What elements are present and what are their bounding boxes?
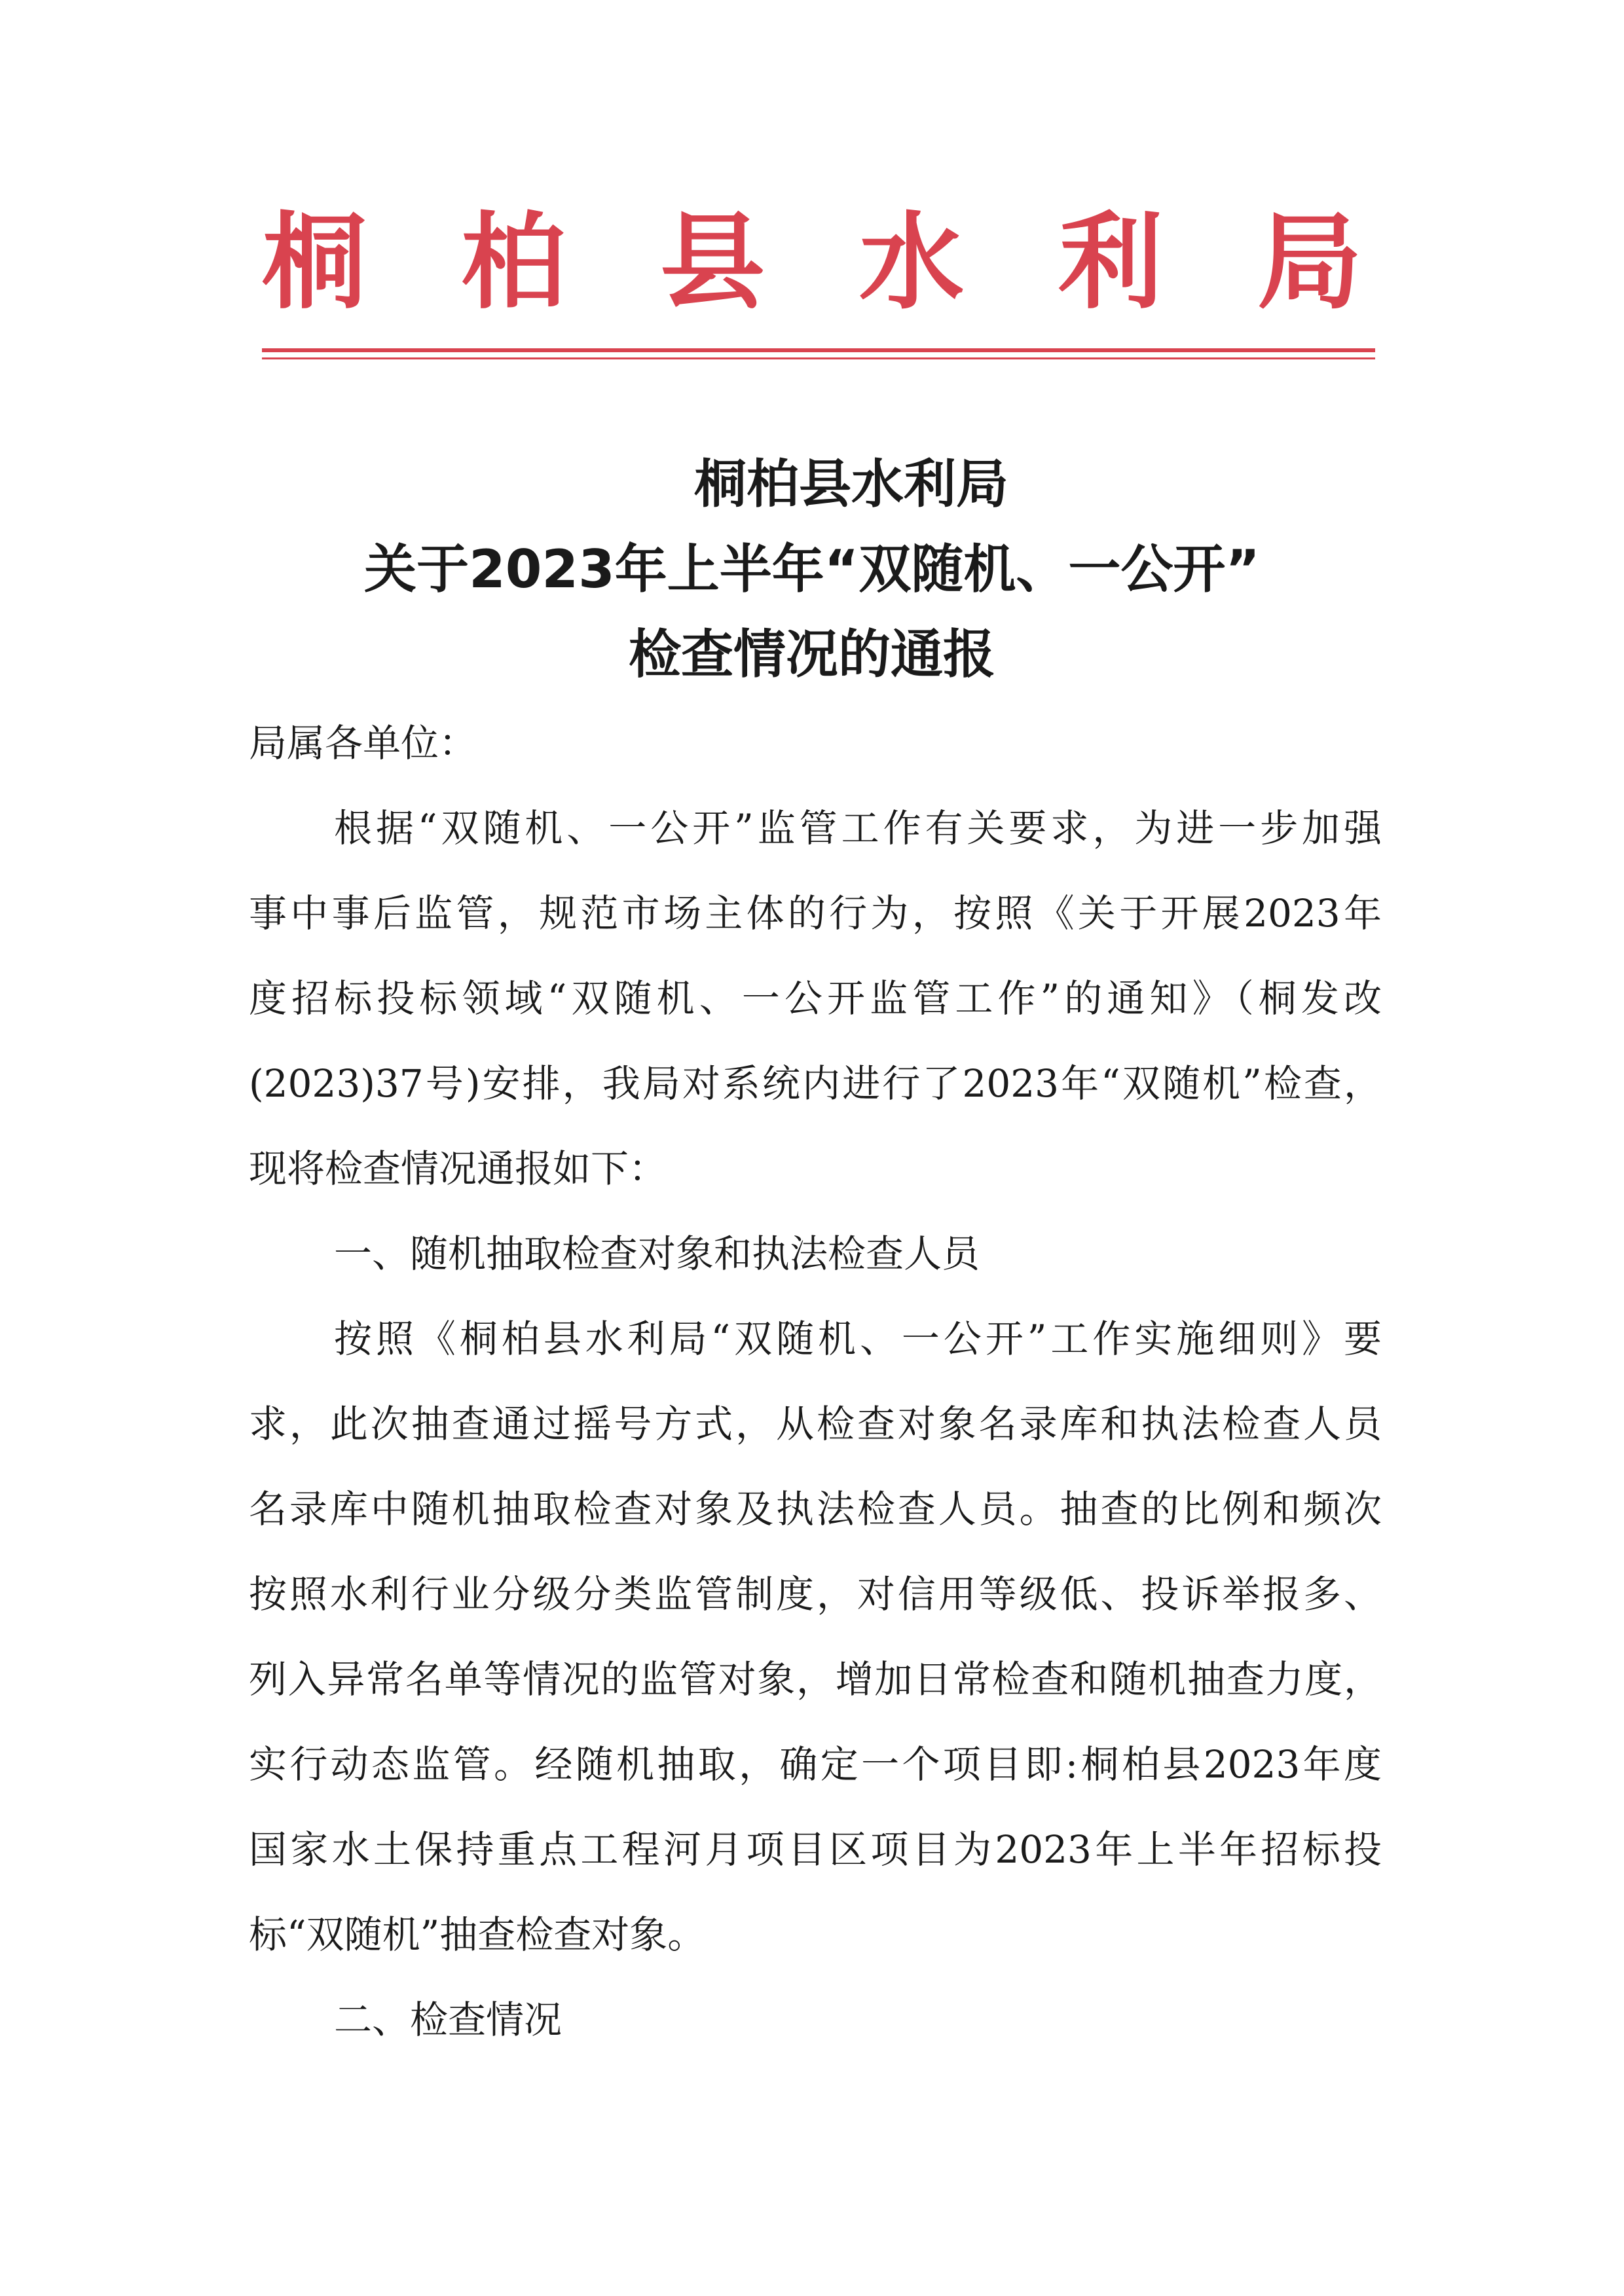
letterhead bbox=[262, 196, 1362, 327]
paragraph-line: 事中事后监管，规范市场主体的行为，按照《关于开展2023年 bbox=[249, 891, 1382, 936]
paragraph-line: 按照水利行业分级分类监管制度，对信用等级低、投诉举报多、 bbox=[249, 1572, 1382, 1616]
letterhead-rule-thick bbox=[262, 348, 1375, 352]
document-title-line-2: 关于2023年上半年“双随机、一公开” bbox=[364, 539, 1260, 600]
paragraph-line: 按照《桐柏县水利局“双随机、一公开”工作实施细则》要 bbox=[334, 1317, 1382, 1361]
letterhead-char: 水 bbox=[858, 200, 964, 323]
paragraph-line: 国家水土保持重点工程河月项目区项目为2023年上半年招标投 bbox=[249, 1827, 1382, 1872]
paragraph-line: 名录库中随机抽取检查对象及执法检查人员。抽查的比例和频次 bbox=[249, 1487, 1382, 1531]
section-heading-2: 二、检查情况 bbox=[334, 1997, 563, 2042]
letterhead-char: 县 bbox=[659, 200, 765, 323]
letterhead-char: 利 bbox=[1058, 200, 1163, 323]
letterhead-char: 桐 bbox=[262, 200, 367, 323]
letterhead-rule-thin bbox=[262, 357, 1375, 359]
paragraph-line: 度招标投标领域“双随机、一公开监管工作”的通知》（桐发改 bbox=[249, 976, 1382, 1021]
salutation: 局属各单位： bbox=[249, 721, 477, 765]
document-title-line-1: 桐柏县水利局 bbox=[694, 454, 1008, 515]
paragraph-line: 根据“双随机、一公开”监管工作有关要求，为进一步加强 bbox=[334, 806, 1382, 850]
paragraph-line: 标“双随机”抽查检查对象。 bbox=[249, 1912, 706, 1957]
paragraph-line: 现将检查情况通报如下： bbox=[249, 1146, 667, 1191]
letterhead-char: 局 bbox=[1257, 200, 1362, 323]
paragraph-line: 列入异常名单等情况的监管对象，增加日常检查和随机抽查力度， bbox=[249, 1657, 1382, 1702]
section-heading-1: 一、随机抽取检查对象和执法检查人员 bbox=[334, 1231, 980, 1276]
paragraph-line: 实行动态监管。经随机抽取，确定一个项目即:桐柏县2023年度 bbox=[249, 1742, 1382, 1787]
letterhead-char: 柏 bbox=[460, 200, 566, 323]
document-title-line-3: 检查情况的通报 bbox=[629, 624, 995, 685]
paragraph-line: 求，此次抽查通过摇号方式，从检查对象名录库和执法检查人员 bbox=[249, 1402, 1382, 1446]
paragraph-line: (2023)37号)安排，我局对系统内进行了2023年“双随机”检查， bbox=[249, 1061, 1382, 1106]
